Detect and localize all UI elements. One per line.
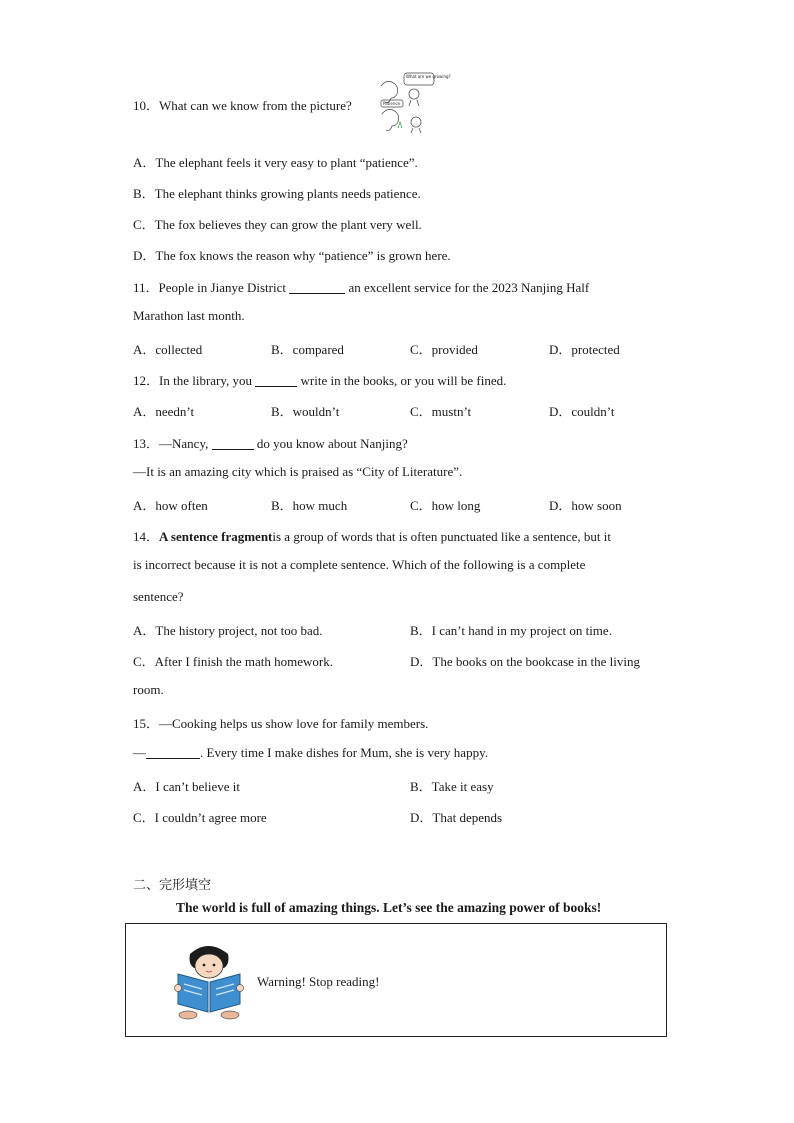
question-text-cont: write in the books, or you will be fined.	[300, 373, 507, 388]
q15-stem-line2	[133, 745, 488, 761]
q11-option-c[interactable]: C．provided	[410, 342, 478, 357]
q10-option-b[interactable]: B．The elephant thinks growing plants needs patience.	[133, 186, 421, 201]
passage-title: The world is full of amazing things. Let’s see the amazing power of books!	[176, 900, 602, 915]
q14-option-d-cont: room.	[133, 682, 164, 697]
q15-stem	[133, 713, 428, 732]
q13-option-a[interactable]: A．how often	[133, 498, 208, 513]
q14-stem	[133, 526, 611, 545]
question-text-cont: an excellent service for the 2023 Nanjing Half	[348, 280, 590, 295]
question-text-cont: . Every time I make dishes for Mum, she is very happy.	[200, 745, 488, 760]
question-text: —Cooking helps us show love for family members.	[159, 716, 429, 731]
q14-option-a[interactable]: A．The history project, not too bad.	[133, 623, 323, 638]
q10-option-a[interactable]: A．The elephant feels it very easy to plant “patience”.	[133, 155, 418, 170]
q13-option-c[interactable]: C．how long	[410, 498, 481, 513]
question-text: People in Jianye District	[158, 280, 286, 295]
q12-option-d[interactable]: D．couldn’t	[549, 404, 615, 419]
question-number: 10．	[133, 98, 160, 113]
q11-stem-line2: Marathon last month.	[133, 308, 245, 323]
q12-option-a[interactable]: A．needn’t	[133, 404, 195, 419]
q14-option-b[interactable]: B．I can’t hand in my project on time.	[410, 623, 612, 638]
q11-option-d[interactable]: D．protected	[549, 342, 620, 357]
q11-option-b[interactable]: B．compared	[271, 342, 344, 357]
question-number: 13．	[133, 436, 160, 451]
bold-term: A sentence fragment	[159, 529, 273, 544]
question-text: In the library, you	[159, 373, 253, 388]
q10-option-d[interactable]: D．The fox knows the reason why “patience” is grown here.	[133, 248, 451, 263]
boy-reading-book-illustration	[172, 940, 246, 1022]
q10-option-c[interactable]: C．The fox believes they can grow the plant very well.	[133, 217, 422, 232]
q13-stem	[133, 433, 408, 452]
question-number: 11．	[133, 280, 159, 295]
q15-option-c[interactable]: C．I couldn’t agree more	[133, 810, 267, 825]
q12-option-b[interactable]: B．wouldn’t	[271, 404, 340, 419]
q13-stem-line2: —It is an amazing city which is praised as “City of Literature”.	[133, 464, 463, 479]
section-heading: 二、完形填空	[133, 878, 212, 893]
question-number: 12．	[133, 373, 160, 388]
q14-stem-line3: sentence?	[133, 589, 184, 604]
q14-option-c[interactable]: C．After I finish the math homework.	[133, 654, 334, 669]
question-number: 14．	[133, 529, 160, 544]
answer-blank[interactable]	[212, 437, 254, 450]
q12-stem	[133, 370, 506, 389]
q14-option-d[interactable]: D．The books on the bookcase in the living	[410, 654, 640, 669]
question-text: is a group of words that is often punctuated like a sentence, but it	[272, 529, 612, 544]
speech-bubble-elephant: Patience	[383, 101, 401, 106]
answer-blank[interactable]	[146, 746, 200, 759]
speech-bubble-fox: What are we growing?	[406, 74, 451, 79]
fox-elephant-cartoon	[378, 72, 451, 134]
q15-option-b[interactable]: B．Take it easy	[410, 779, 494, 794]
answer-blank[interactable]	[289, 281, 345, 294]
question-text: —Nancy,	[159, 436, 209, 451]
q15-option-d[interactable]: D．That depends	[410, 810, 503, 825]
q11-stem	[133, 277, 589, 296]
answer-blank[interactable]	[255, 374, 297, 387]
q15-option-a[interactable]: A．I can’t believe it	[133, 779, 240, 794]
question-text: What can we know from the picture?	[159, 98, 352, 113]
dash: —	[133, 745, 146, 760]
question-number: 15．	[133, 716, 160, 731]
q13-option-b[interactable]: B．how much	[271, 498, 348, 513]
warning-text: Warning! Stop reading!	[257, 974, 380, 989]
question-text-cont: do you know about Nanjing?	[256, 436, 408, 451]
q11-option-a[interactable]: A．collected	[133, 342, 203, 357]
q12-option-c[interactable]: C．mustn’t	[410, 404, 472, 419]
q13-option-d[interactable]: D．how soon	[549, 498, 622, 513]
q10-stem	[133, 95, 352, 114]
q14-stem-line2: is incorrect because it is not a complete sentence. Which of the following is a complete	[133, 557, 586, 572]
